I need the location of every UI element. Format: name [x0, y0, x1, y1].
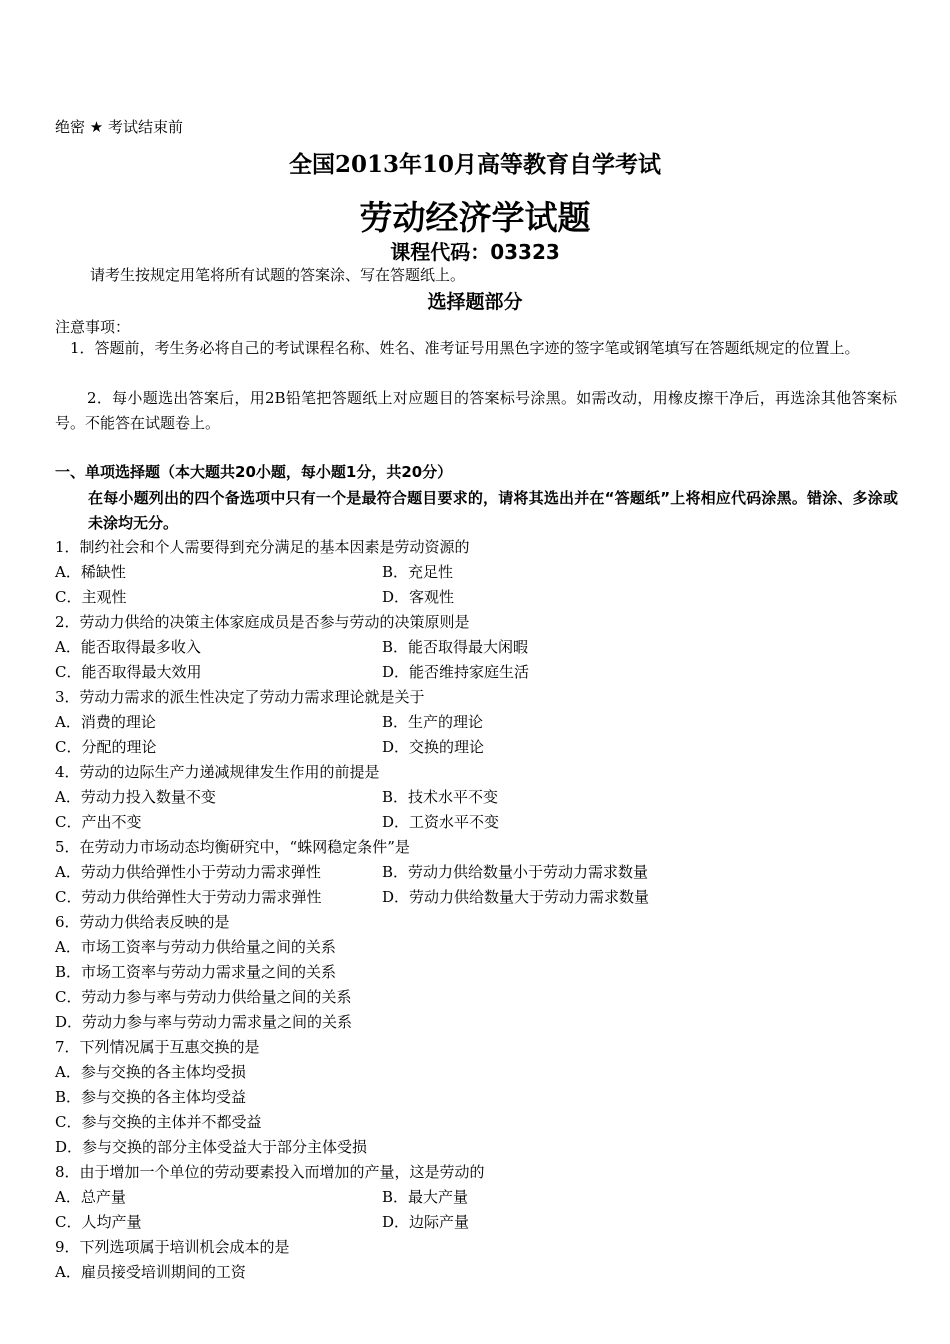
answer-option: A．能否取得最多收入	[55, 638, 201, 656]
option-row	[55, 810, 897, 835]
option-row	[55, 560, 897, 585]
option-row	[55, 1185, 897, 1210]
option-row	[55, 635, 897, 660]
answer-option: B．技术水平不变	[382, 788, 499, 806]
question-stem: 6．劳动力供给表反映的是	[55, 913, 230, 931]
question-stem: 5．在劳动力市场动态均衡研究中，“蛛网稳定条件”是	[55, 838, 410, 856]
option-row	[55, 785, 897, 810]
question-stem: 7．下列情况属于互惠交换的是	[55, 1038, 260, 1056]
answer-option: A．总产量	[55, 1188, 126, 1206]
option-row	[55, 735, 897, 760]
note-item-2: 2．每小题选出答案后，用2B铅笔把答题纸上对应题目的答案标号涂黑。如需改动，用橡皮擦干净后，再选涂其他答案标号。不能答在试题卷上。	[55, 389, 897, 432]
option-row	[55, 860, 897, 885]
answer-option: A．市场工资率与劳动力供给量之间的关系	[55, 938, 336, 956]
answer-option: A．雇员接受培训期间的工资	[55, 1263, 246, 1281]
answer-option: D．交换的理论	[382, 738, 485, 756]
answer-option: B．充足性	[382, 563, 454, 581]
answer-instruction: 请考生按规定用笔将所有试题的答案涂、写在答题纸上。	[90, 266, 466, 284]
course-code: 课程代码：03323	[390, 240, 560, 264]
answer-option: A．劳动力投入数量不变	[55, 788, 216, 806]
answer-option: C．人均产量	[55, 1213, 142, 1231]
section-title: 选择题部分	[427, 291, 523, 313]
answer-option: D．客观性	[382, 588, 455, 606]
answer-option: B．生产的理论	[382, 713, 484, 731]
option-row	[55, 585, 897, 610]
question-list	[55, 535, 897, 1285]
option-row	[55, 660, 897, 685]
answer-option: B．参与交换的各主体均受益	[55, 1088, 247, 1106]
answer-option: A．稀缺性	[55, 563, 126, 581]
answer-option: D．参与交换的部分主体受益大于部分主体受损	[55, 1138, 368, 1156]
answer-option: C．参与交换的主体并不都受益	[55, 1113, 262, 1131]
answer-option: B．劳动力供给数量小于劳动力需求数量	[382, 863, 649, 881]
notes-heading: 注意事项：	[55, 318, 131, 336]
answer-option: B．最大产量	[382, 1188, 469, 1206]
part-instruction: 在每小题列出的四个备选项中只有一个是最符合题目要求的，请将其选出并在“答题纸”上将相应代码涂黑。错涂、多涂或未涂均无分。	[88, 489, 898, 532]
question-stem: 3．劳动力需求的派生性决定了劳动力需求理论就是关于	[55, 688, 425, 706]
confidential-mark: 绝密 ★ 考试结束前	[55, 118, 183, 136]
option-row	[55, 885, 897, 910]
question-stem: 1．制约社会和个人需要得到充分满足的基本因素是劳动资源的	[55, 538, 470, 556]
answer-option: A．劳动力供给弹性小于劳动力需求弹性	[55, 863, 321, 881]
note-item-1: 1．答题前，考生务必将自己的考试课程名称、姓名、准考证号用黑色字迹的签字笔或钢笔填写在答题纸规定的位置上。	[70, 339, 860, 357]
subject-title: 劳动经济学试题	[359, 198, 591, 237]
part-heading: 一、单项选择题（本大题共20小题，每小题1分，共20分）	[55, 463, 453, 481]
answer-option: C．劳动力参与率与劳动力供给量之间的关系	[55, 988, 352, 1006]
answer-option: B．市场工资率与劳动力需求量之间的关系	[55, 963, 337, 981]
option-row	[55, 710, 897, 735]
answer-option: A．参与交换的各主体均受损	[55, 1063, 246, 1081]
answer-option: D．能否维持家庭生活	[382, 663, 530, 681]
answer-option: D．工资水平不变	[382, 813, 500, 831]
answer-option: C．产出不变	[55, 813, 142, 831]
answer-option: D．劳动力参与率与劳动力需求量之间的关系	[55, 1013, 353, 1031]
answer-option: D．劳动力供给数量大于劳动力需求数量	[382, 888, 650, 906]
answer-option: A．消费的理论	[55, 713, 156, 731]
answer-option: C．主观性	[55, 588, 127, 606]
answer-option: D．边际产量	[382, 1213, 470, 1231]
question-stem: 2．劳动力供给的决策主体家庭成员是否参与劳动的决策原则是	[55, 613, 470, 631]
question-stem: 8．由于增加一个单位的劳动要素投入而增加的产量，这是劳动的	[55, 1163, 485, 1181]
answer-option: C．分配的理论	[55, 738, 157, 756]
option-row	[55, 1210, 897, 1235]
exam-title: 全国2013年10月高等教育自学考试	[288, 151, 662, 178]
answer-option: C．能否取得最大效用	[55, 663, 202, 681]
answer-option: B．能否取得最大闲暇	[382, 638, 529, 656]
question-stem: 4．劳动的边际生产力递减规律发生作用的前提是	[55, 763, 380, 781]
question-stem: 9．下列选项属于培训机会成本的是	[55, 1238, 290, 1256]
answer-option: C．劳动力供给弹性大于劳动力需求弹性	[55, 888, 322, 906]
